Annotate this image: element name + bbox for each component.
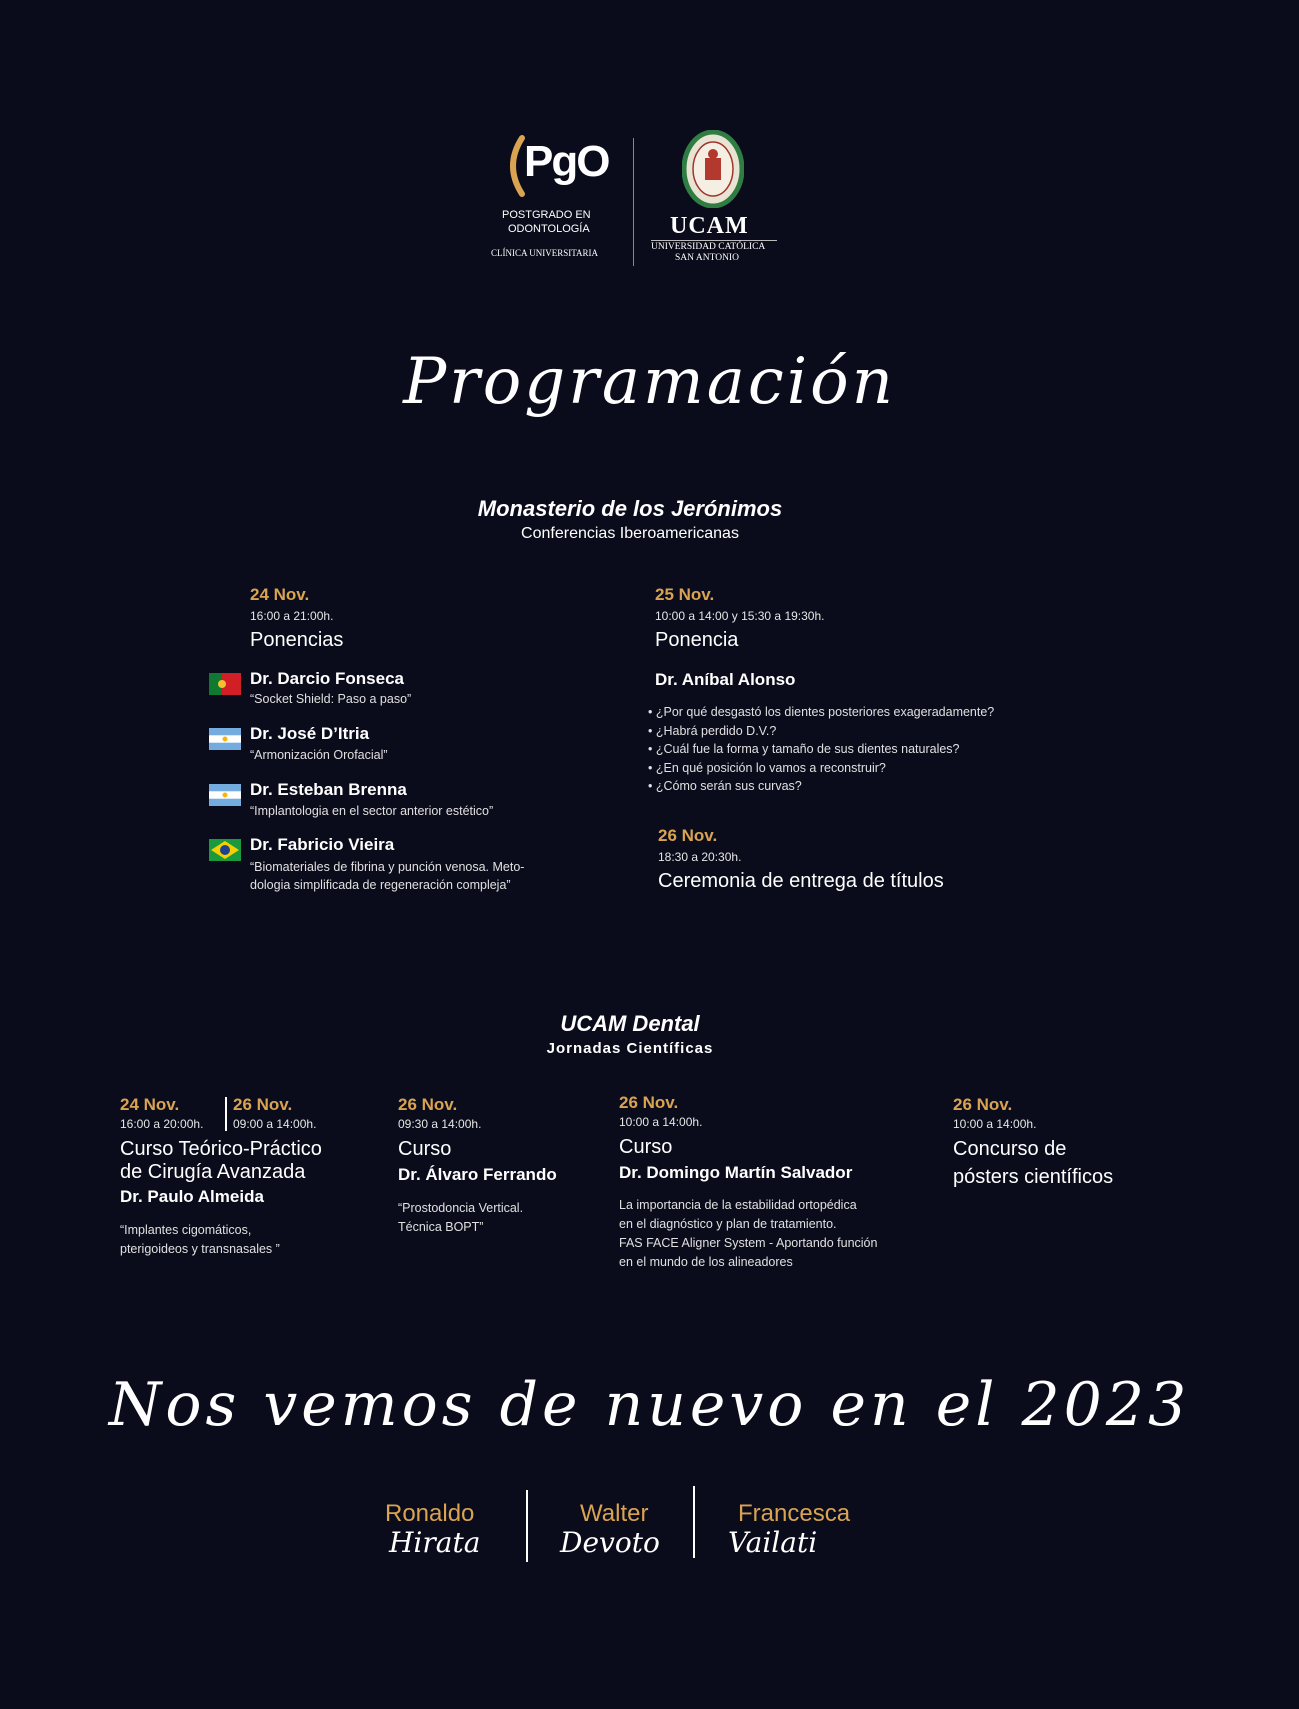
col4-time: 10:00 a 14:00h.: [953, 1117, 1037, 1131]
col2-time: 09:30 a 14:00h.: [398, 1117, 482, 1131]
speaker2-name: Dr. José D’Itria: [250, 724, 370, 743]
col1-speaker: Dr. Paulo Almeida: [120, 1187, 264, 1206]
closing-message: Nos vemos de nuevo en el 2023: [108, 1370, 1191, 1440]
col1-date-a: 24 Nov.: [120, 1095, 180, 1114]
signature-divider-2: [693, 1486, 695, 1558]
day2-speaker: Dr. Aníbal Alonso: [655, 670, 796, 689]
col3-speaker: Dr. Domingo Martín Salvador: [619, 1163, 853, 1182]
col3-time: 10:00 a 14:00h.: [619, 1115, 703, 1129]
speaker4-talk-line2: dologia simplificada de regeneración compleja”: [250, 878, 511, 892]
signature-divider-1: [526, 1490, 528, 1562]
signature-2-first: Walter: [580, 1500, 649, 1527]
col3-desc-line2: en el diagnóstico y plan de tratamiento.: [619, 1217, 837, 1231]
day2-question-list: [648, 703, 1108, 796]
day2-date: 25 Nov.: [655, 585, 715, 604]
col1-title-line1: Curso Teórico-Práctico: [120, 1138, 322, 1160]
page-title: Programación: [403, 345, 896, 419]
col3-desc-line3: FAS FACE Aligner System - Aportando función: [619, 1236, 878, 1250]
portugal-flag-icon: [209, 673, 241, 695]
pgo-bracket-icon: [502, 135, 526, 197]
col1-time-a: 16:00 a 20:00h.: [120, 1117, 204, 1131]
signature-2-last: Devoto: [560, 1526, 660, 1559]
col1-date-b: 26 Nov.: [233, 1095, 293, 1114]
day2-title: Ponencia: [655, 629, 739, 651]
day2-question-4: • ¿En qué posición lo vamos a reconstruir?: [648, 760, 886, 775]
signature-3: [728, 1500, 888, 1570]
day2-question-5: • ¿Cómo serán sus curvas?: [648, 779, 802, 793]
col4-title-line2: pósters científicos: [953, 1166, 1114, 1188]
speaker4-name: Dr. Fabricio Vieira: [250, 835, 395, 854]
col1-time-b: 09:00 a 14:00h.: [233, 1117, 317, 1131]
section2-subtitle: Jornadas Científicas: [546, 1040, 714, 1057]
signature-3-last: Vailati: [728, 1526, 818, 1559]
col3-title: Curso: [619, 1136, 673, 1158]
ucam-logo-text: UCAM: [670, 213, 749, 239]
signature-1-last: Hirata: [389, 1526, 481, 1559]
day1-time: 16:00 a 21:00h.: [250, 609, 334, 623]
day2-question-1: • ¿Por qué desgastó los dientes posteriores exageradamente?: [648, 705, 995, 719]
col1-desc-line1: “Implantes cigomáticos,: [120, 1223, 252, 1237]
header-divider: [633, 138, 634, 266]
pgo-logo-text: PgO: [524, 137, 609, 186]
col2-speaker: Dr. Álvaro Ferrando: [398, 1165, 557, 1184]
col1-title-line2: de Cirugía Avanzada: [120, 1161, 306, 1183]
day3-title: Ceremonia de entrega de títulos: [658, 870, 944, 892]
day1-title: Ponencias: [250, 629, 344, 651]
speaker3-name: Dr. Esteban Brenna: [250, 780, 407, 799]
ucam-logo: [645, 130, 785, 265]
col4-title-line1: Concurso de: [953, 1138, 1067, 1160]
day2-question-2: • ¿Habrá perdido D.V.?: [648, 723, 777, 738]
day3-time: 18:30 a 20:30h.: [658, 850, 742, 864]
argentina-flag-icon: [209, 784, 241, 806]
speaker3-talk: “Implantologia en el sector anterior estético”: [250, 804, 494, 818]
ucam-line2: SAN ANTONIO: [675, 253, 739, 263]
col2-desc-line1: “Prostodoncia Vertical.: [398, 1201, 524, 1215]
brazil-flag-icon: [209, 839, 241, 861]
speaker4-talk-line1: “Biomateriales de fibrina y punción venosa. Meto-: [250, 860, 525, 874]
day2-question-3: • ¿Cuál fue la forma y tamaño de sus dientes naturales?: [648, 742, 960, 756]
day3-date: 26 Nov.: [658, 826, 718, 845]
speaker2-talk: “Armonización Orofacial”: [250, 748, 388, 762]
col1-divider: [225, 1097, 227, 1131]
signature-2: [556, 1500, 676, 1570]
signature-3-first: Francesca: [738, 1500, 851, 1527]
col3-desc-line1: La importancia de la estabilidad ortopédica: [619, 1198, 857, 1212]
section1-venue: Monasterio de los Jerónimos: [477, 496, 783, 521]
pgo-logo: [491, 133, 638, 263]
day2-time: 10:00 a 14:00 y 15:30 a 19:30h.: [655, 609, 825, 623]
col4-date: 26 Nov.: [953, 1095, 1013, 1114]
section1-subtitle: Conferencias Iberoamericanas: [521, 525, 739, 542]
pgo-line2: ODONTOLOGÍA: [508, 223, 590, 235]
ucam-line1: UNIVERSIDAD CATÓLICA: [651, 242, 766, 252]
pgo-line1: POSTGRADO EN: [502, 209, 591, 221]
speaker1-talk: “Socket Shield: Paso a paso”: [250, 692, 412, 706]
signature-1-first: Ronaldo: [385, 1500, 475, 1527]
ucam-rule: [651, 240, 777, 241]
day1-date: 24 Nov.: [250, 585, 310, 604]
ucam-seal-icon: [682, 130, 744, 208]
col2-desc-line2: Técnica BOPT”: [398, 1220, 484, 1234]
col1-desc-line2: pterigoideos y transnasales ”: [120, 1242, 280, 1256]
pgo-line3: CLÍNICA UNIVERSITARIA: [491, 248, 599, 258]
col2-date: 26 Nov.: [398, 1095, 458, 1114]
col3-desc-line4: en el mundo de los alineadores: [619, 1255, 793, 1269]
col2-title: Curso: [398, 1138, 452, 1160]
speaker1-name: Dr. Darcio Fonseca: [250, 669, 405, 688]
signature-1: [383, 1500, 523, 1570]
argentina-flag-icon: [209, 728, 241, 750]
section2-venue: UCAM Dental: [560, 1011, 700, 1036]
col3-date: 26 Nov.: [619, 1093, 679, 1112]
